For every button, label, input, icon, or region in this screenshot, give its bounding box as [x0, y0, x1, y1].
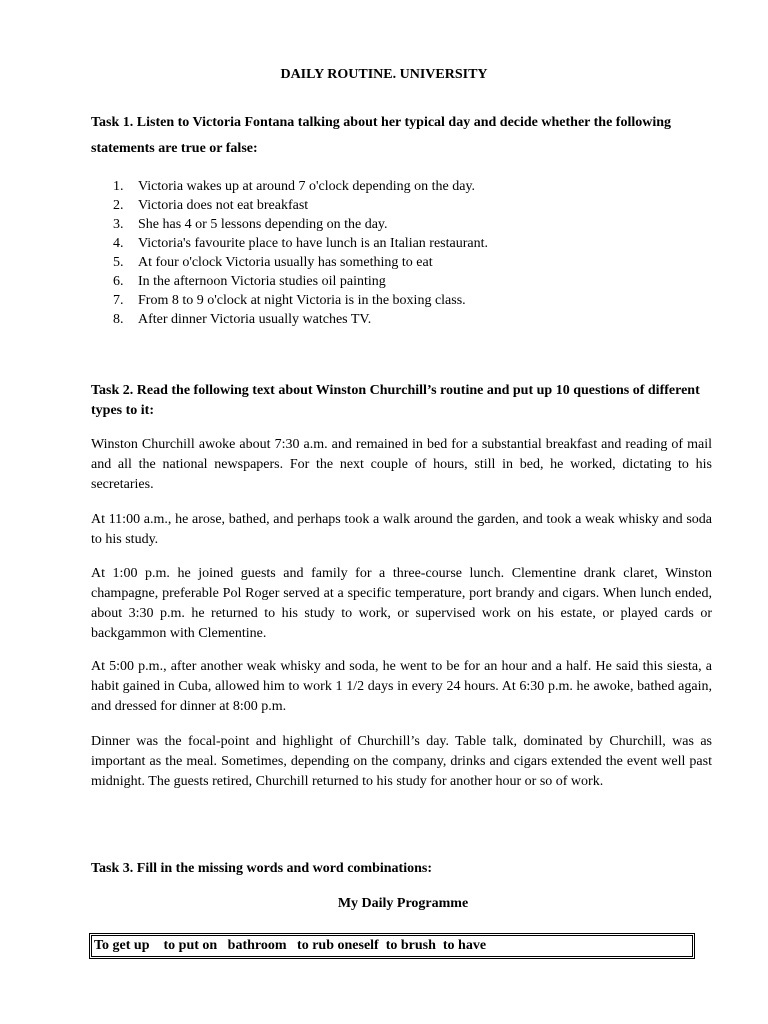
- churchill-paragraph: Dinner was the focal-point and highlight of Churchill’s day. Table talk, dominated by Churchill, was as important as the meal. Sometimes, depending on the company, drinks and cigars extended the event well past midnight. The guests retired, Churchill returned to his study for another hour or so of work.: [91, 734, 712, 789]
- list-item: [113, 215, 488, 234]
- list-item-number: 8.: [113, 312, 124, 327]
- list-item: [113, 196, 488, 215]
- task3-heading: Task 3. Fill in the missing words and word combinations:: [91, 861, 432, 876]
- list-item-number: 4.: [113, 236, 124, 251]
- list-item-text: Victoria wakes up at around 7 o'clock depending on the day.: [138, 179, 476, 194]
- list-item-text: Victoria's favourite place to have lunch is an Italian restaurant.: [138, 236, 488, 251]
- churchill-paragraph: At 11:00 a.m., he arose, bathed, and perhaps took a walk around the garden, and took a weak whisky and soda to his study.: [91, 512, 712, 547]
- list-item-number: 6.: [113, 274, 124, 289]
- list-item-text: In the afternoon Victoria studies oil painting: [138, 274, 386, 289]
- list-item-text: Victoria does not eat breakfast: [138, 198, 309, 213]
- list-item: [113, 253, 488, 272]
- programme-title: My Daily Programme: [337, 896, 469, 911]
- list-item-text: At four o'clock Victoria usually has something to eat: [138, 255, 433, 270]
- list-item-number: 7.: [113, 293, 124, 308]
- list-item-number: 1.: [113, 179, 124, 194]
- word-bank-text: To get up to put on bathroom to rub oneself to brush to have: [94, 938, 487, 953]
- task2-heading: Task 2. Read the following text about Winston Churchill’s routine and put up 10 questions of different types to it:: [91, 383, 700, 418]
- list-item-text: From 8 to 9 o'clock at night Victoria is in the boxing class.: [138, 293, 466, 308]
- churchill-paragraph: At 1:00 p.m. he joined guests and family for a three-course lunch. Clementine drank claret, Winston champagne, preferable Pol Roger served at a specific temperature, port brandy and cigars. When lunch ended, about 3:30 p.m. he returned to his study to work, or supervised work on his estate, or played cards or backgammon with Clementine.: [91, 566, 712, 641]
- statements-list: [113, 177, 488, 329]
- churchill-paragraph: Winston Churchill awoke about 7:30 a.m. and remained in bed for a substantial breakfast and reading of mail and all the national newspapers. For the next couple of hours, still in bed, he worked, dictating to his secretaries.: [91, 437, 712, 492]
- word-bank-box: [89, 933, 695, 959]
- list-item: [113, 272, 488, 291]
- document-title: DAILY ROUTINE. UNIVERSITY: [280, 67, 488, 82]
- list-item: [113, 291, 488, 310]
- churchill-paragraph: At 5:00 p.m., after another weak whisky and soda, he went to be for an hour and a half. He said this siesta, a habit gained in Cuba, allowed him to work 1 1/2 days in every 24 hours. At 6:30 p.m. he awoke, bathed again, and dressed for dinner at 8:00 p.m.: [91, 659, 712, 714]
- list-item-text: After dinner Victoria usually watches TV.: [138, 312, 372, 327]
- list-item-number: 3.: [113, 217, 124, 232]
- list-item: [113, 177, 488, 196]
- list-item-number: 5.: [113, 255, 124, 270]
- list-item-text: She has 4 or 5 lessons depending on the day.: [138, 217, 388, 232]
- list-item: [113, 234, 488, 253]
- task1-heading: Task 1. Listen to Victoria Fontana talking about her typical day and decide whether the following statements are true or false:: [91, 115, 672, 156]
- list-item-number: 2.: [113, 198, 124, 213]
- list-item: [113, 310, 488, 329]
